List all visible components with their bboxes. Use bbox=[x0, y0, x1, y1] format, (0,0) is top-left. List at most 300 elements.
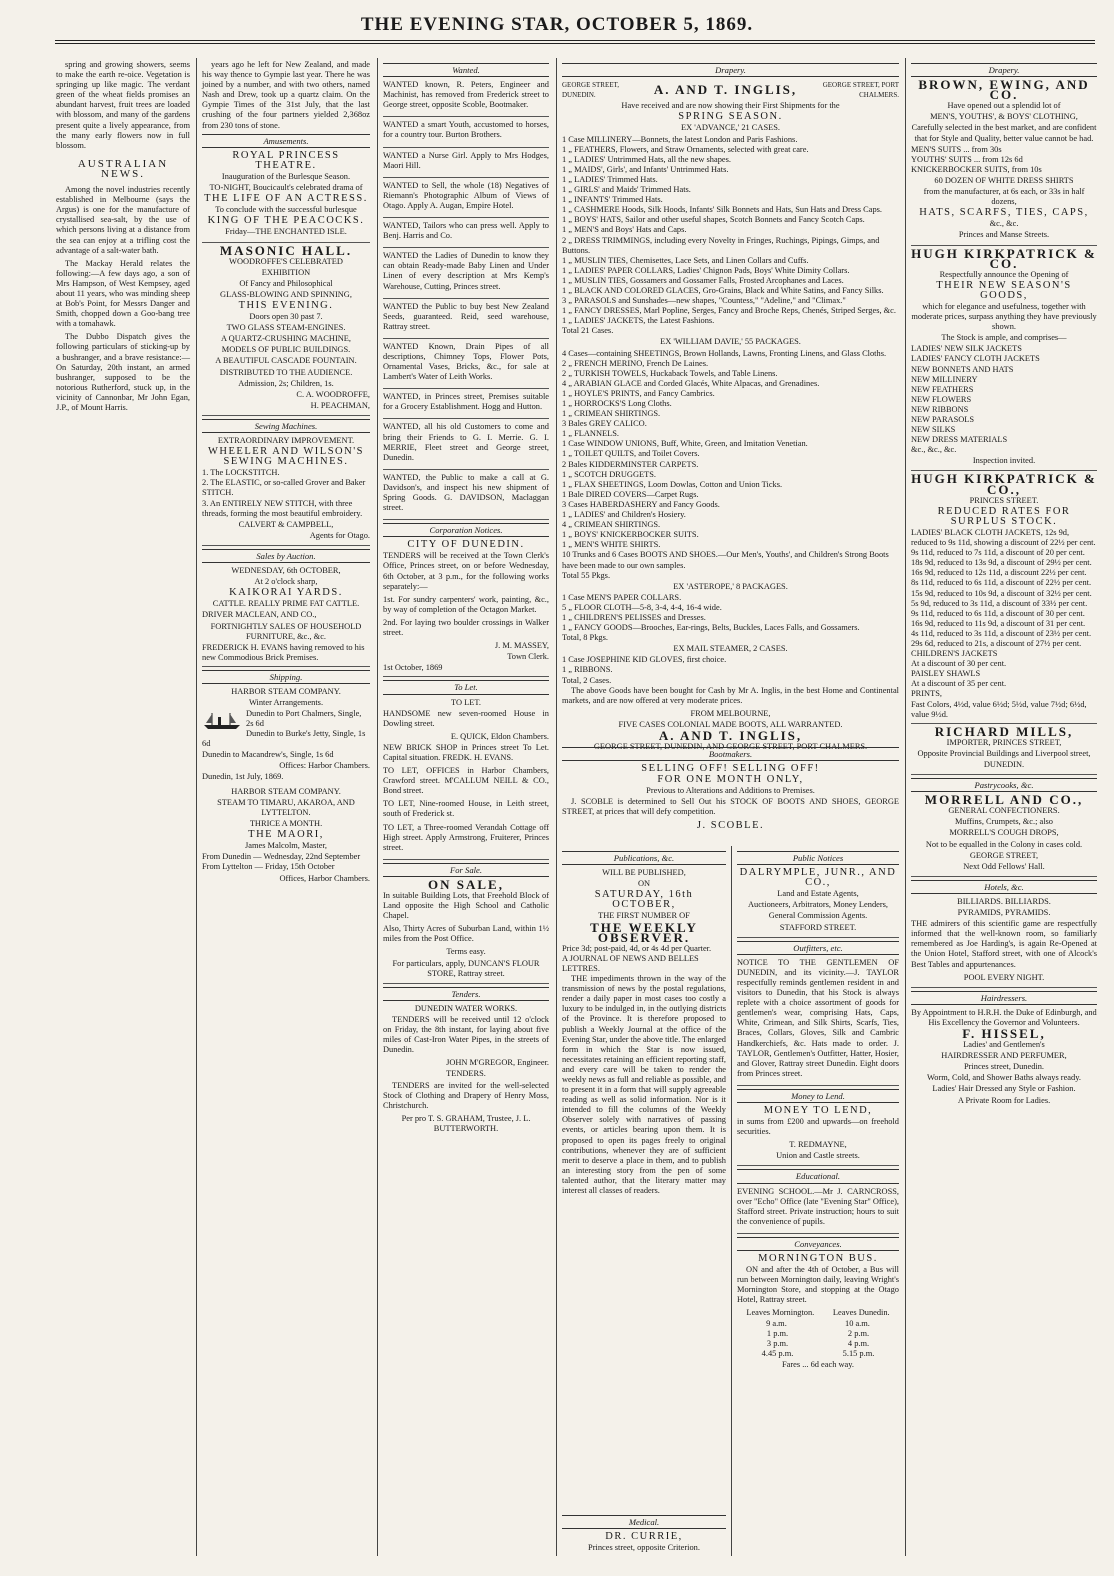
wanted-ad bbox=[383, 342, 549, 389]
shipment-heading: EX 'ASTEROPE,' 8 PACKAGES. bbox=[673, 581, 788, 591]
column-amusements bbox=[202, 60, 370, 1556]
column-publications bbox=[562, 848, 726, 1556]
ad-line: THRICE A MONTH. bbox=[249, 819, 323, 829]
price-item: Fast Colors, 4½d, value 6½d; 5½d, value 7½d; 6½d, value 9½d. bbox=[911, 699, 1087, 719]
stock-item: &c., &c., &c. bbox=[911, 445, 957, 455]
section-heading-publications: Publications, &c. bbox=[562, 851, 726, 865]
shipment-item: 5 „ FLOOR CLOTH—5-8, 3-4, 4-4, 16-4 wide. bbox=[562, 602, 722, 612]
shipment-item: 1 Case JOSEPHINE KID GLOVES, first choice. bbox=[562, 655, 727, 665]
ad-line: THE LIFE OF AN ACTRESS. bbox=[204, 193, 368, 205]
article-paragraph: Among the novel industries recently established in Melbourne (says the Argus) is one for the manufacture of crystallised sea-salt, by the use of which persons living at a distance from the sea can enjoy at a trifling cost the advantage of a salt-water bath. bbox=[56, 185, 190, 255]
ad-line: GLASS-BLOWING AND SPINNING, bbox=[220, 289, 352, 299]
shipment-item: 4 „ CRIMEAN SHIRTINGS. bbox=[562, 520, 661, 530]
ad-signature: CALVERT & CAMPBELL, bbox=[238, 519, 334, 529]
shipment-list bbox=[562, 135, 899, 337]
ad-title: BILLIARDS. BILLIARDS. bbox=[957, 896, 1051, 906]
ad-text: 2nd. For laying two boulder crossings in Walker street. bbox=[383, 617, 549, 638]
shipment-item: 2 „ FRENCH MERINO, French De Laines. bbox=[562, 358, 709, 368]
price-item: 29s 6d, reduced to 21s, a discount of 27½ per cent. bbox=[911, 638, 1082, 648]
ad-line: WOODROFFE'S CELEBRATED bbox=[229, 256, 343, 266]
shipment-item: Total, 2 Cases. bbox=[562, 675, 612, 685]
timetable-row bbox=[737, 1339, 899, 1349]
section-heading-public-notices: Public Notices bbox=[737, 851, 899, 865]
shipment-item: 1 „ LADIES' Untrimmed Hats, all the new shapes. bbox=[562, 154, 731, 164]
shipment-item: Total 21 Cases. bbox=[562, 326, 614, 336]
ad-title: F. HISSEL, bbox=[962, 1025, 1046, 1041]
stock-item: LADIES' FANCY CLOTH JACKETS bbox=[911, 354, 1040, 364]
section-heading-drapery: Drapery. bbox=[562, 63, 899, 77]
pub-line: ON bbox=[637, 879, 651, 889]
ad-line: Respectfully announce the Opening of bbox=[939, 269, 1069, 279]
section-heading-medical: Medical. bbox=[562, 1515, 726, 1529]
closing-text: The above Goods have been bought for Cash by Mr A. Inglis, in the best Home and Continental markets, and are now offered at very moderate prices. bbox=[562, 685, 899, 705]
time-dunedin: 4 p.m. bbox=[847, 1338, 870, 1348]
ad-signature: JOHN M'GREGOR, Engineer. bbox=[446, 1058, 549, 1068]
ad-harbor-steam bbox=[202, 687, 370, 884]
ad-line: Muffins, Crumpets, &c.; also bbox=[954, 817, 1053, 827]
ad-signature: H. PEACHMAN, bbox=[310, 400, 370, 410]
article-intro: spring and growing showers, seems to make the earth re-oice. Vegetation is springing up like magic. The verdant green of the wheat fields promises an abundant harvest, fruit trees are loaded with blossom, and many of the gardens present quite a lively appearance, from the many early flowers now in full blossom. bbox=[56, 60, 190, 150]
ad-hugh-kirkpatrick bbox=[911, 245, 1097, 472]
section-heading-hairdressers: Hairdressers. bbox=[911, 991, 1097, 1005]
shipment-item: 1 „ CASHMERE Hoods, Silk Hoods, Infants' Silk Bonnets and Hats, Sun Hats and Dress Caps. bbox=[562, 205, 882, 215]
ad-line: WEDNESDAY, 6th OCTOBER, bbox=[231, 566, 341, 576]
pub-body: THE impediments thrown in the way of the transmission of news by the postal regulations, render a daily paper in most cases too costly a luxury to be indulged in, in the outlying districts of the Province. It is therefore proposed to publish a Weekly Journal at the office of the Evening Star, under the above title. The enlarged form in which the Star is now issued, necessitates retaining an efficient reporting staff, and every care will be taken to render the weekly news as full and reliable as possible, and to present it in a form that will supply agreeable reading as well as solid information. Nor is it intended to fill the columns of the Weekly Observer solely with narratives of passing events, or articles bearing upon them. It is proposed to open its pages freely to original contributions, whenever they are of sufficient merit to deserve a place in them, and to publish an interesting story from the pen of some talented author, that the literary matter may interest all classes of readers. bbox=[562, 974, 726, 1195]
ad-line: Of Fancy and Philosophical bbox=[239, 278, 333, 288]
ad-text: WANTED a Nurse Girl. Apply to Mrs Hodges, Maori Hill. bbox=[383, 150, 549, 170]
column-drapery-inglis bbox=[562, 60, 899, 752]
ad-line: FREDERICK H. EVANS having removed to his new Commodious Brick Premises. bbox=[202, 642, 365, 662]
scoble-text: J. SCOBLE is determined to Sell Out his STOCK OF BOOTS AND SHOES, GEORGE STREET, at prices that will defy competition. bbox=[562, 797, 899, 817]
ad-text: TO LET, OFFICES in Harbor Chambers, Crawford street. M'CALLUM NEILL & CO., Bond street. bbox=[383, 766, 549, 796]
ad-line: Not to be equalled in the Colony in cases cold. bbox=[925, 839, 1083, 849]
ad-line: YOUTHS' SUITS ... from 12s 6d bbox=[911, 154, 1023, 164]
ad-title: HUGH KIRKPATRICK & CO., bbox=[911, 471, 1097, 497]
ad-billiards bbox=[911, 897, 1097, 988]
shipment-heading: EX 'WILLIAM DAVIE,' 55 PACKAGES. bbox=[660, 337, 801, 347]
ad-line: Admission, 2s; Children, 1s. bbox=[238, 378, 334, 388]
ad-text: WANTED, the Public to make a call at G. Davidson's, and inspect his new shipment of Spring Goods. G. DAVIDSON, Maclaggan street. bbox=[383, 472, 549, 513]
wanted-ad bbox=[383, 181, 549, 218]
shipment-item: 1 „ GIRLS' and Maids' Trimmed Hats. bbox=[562, 185, 691, 195]
shipment-item: 1 „ BLACK AND COLORED GLACES, Gro-Grains, Black and White Satins, and Fancy Silks. bbox=[562, 285, 884, 295]
ad-line: Inauguration of the Burlesque Season. bbox=[221, 171, 351, 181]
price-item: LADIES' BLACK CLOTH JACKETS, 12s 9d, reduced to 9s 11d, showing a discount of 22½ per cent. bbox=[911, 527, 1096, 548]
shipment-item: 1 „ FLAX SHEETINGS, Loom Dowlas, Cotton and Union Ticks. bbox=[562, 479, 783, 489]
shipment-item: 1 „ FANCY GOODS—Brooches, Ear-rings, Belts, Buckles, Laces Falls, and Gossamers. bbox=[562, 623, 860, 633]
shipment-item: Total 55 Pkgs. bbox=[562, 570, 611, 580]
wanted-ad bbox=[383, 120, 549, 147]
ad-line: Worm, Cold, and Shower Baths always ready. bbox=[927, 1073, 1081, 1083]
ad-redmayne bbox=[737, 1106, 899, 1166]
doctor-name: DR. CURRIE, bbox=[605, 1531, 683, 1543]
column-separator bbox=[196, 58, 197, 1556]
ad-line: PYRAMIDS, PYRAMIDS. bbox=[957, 908, 1051, 918]
ad-title: DUNEDIN WATER WORKS. bbox=[414, 1003, 518, 1013]
ad-line: Next Odd Fellows' Hall. bbox=[963, 861, 1045, 871]
price-item: 9s 11d, reduced to 6s 11d, a discount of 30 per cent. bbox=[911, 608, 1085, 618]
ad-line: FORTNIGHTLY SALES OF HOUSEHOLD FURNITURE, &c., &c. bbox=[210, 621, 362, 641]
shipment-item: 1 „ HORROCKS'S Long Cloths. bbox=[562, 399, 672, 408]
masthead-rule bbox=[55, 40, 1095, 41]
stock-item: NEW MILLINERY bbox=[911, 374, 978, 384]
timetable-row bbox=[737, 1329, 899, 1339]
masthead-rule-2 bbox=[55, 43, 1095, 44]
time-mornington: 1 p.m. bbox=[766, 1328, 789, 1338]
price-item: At a discount of 35 per cent. bbox=[911, 679, 1007, 689]
wanted-ad bbox=[383, 80, 549, 117]
ad-line: Friday—THE ENCHANTED ISLE. bbox=[225, 227, 347, 237]
ad-line: 1. The LOCKSTITCH. bbox=[202, 468, 280, 478]
ad-to-let bbox=[383, 698, 549, 860]
shipment-item: 1 „ MEN'S and Boys' Hats and Caps. bbox=[562, 225, 687, 235]
address-right: GEORGE STREET, PORT CHALMERS. bbox=[822, 81, 899, 100]
masthead: THE EVENING STAR, OCTOBER 5, 1869. bbox=[360, 14, 754, 35]
ad-signature: J. M. MASSEY, bbox=[494, 641, 549, 651]
wanted-ad bbox=[383, 221, 549, 248]
bootmakers-section bbox=[562, 744, 899, 844]
ad-line: MEN'S, YOUTHS', & BOYS' CLOTHING, bbox=[930, 112, 1078, 122]
inglis-address: GEORGE STREET, DUNEDIN, AND GEORGE STREET, PORT CHALMERS. bbox=[593, 742, 868, 752]
ad-city-of-dunedin bbox=[383, 540, 549, 677]
ad-line: MODELS OF PUBLIC BUILDINGS. bbox=[221, 345, 351, 355]
ad-line: TWO GLASS STEAM-ENGINES. bbox=[226, 323, 346, 333]
shipment-item: 1 „ LADIES' Trimmed Hats. bbox=[562, 174, 658, 184]
ad-title: HARBOR STEAM COMPANY. bbox=[231, 686, 341, 696]
shipment-item: 2 „ TURKISH TOWELS, Huckaback Towels, and Table Linens. bbox=[562, 368, 778, 378]
timetable-col-dunedin: Leaves Dunedin. bbox=[832, 1308, 890, 1318]
fares: Fares ... 6d each way. bbox=[781, 1359, 854, 1369]
shipment-heading: EX 'ADVANCE,' 21 CASES. bbox=[681, 123, 780, 133]
price-item: 18s 9d, reduced to 13s 9d, a discount of 29½ per cent. bbox=[911, 558, 1092, 568]
column-news bbox=[56, 60, 190, 1556]
section-heading-bootmakers: Bootmakers. bbox=[562, 747, 899, 761]
stock-list bbox=[911, 344, 1097, 455]
pub-line: Price 3d; post-paid, 4d, or 4s 4d per Quarter. bbox=[562, 943, 712, 953]
ad-line: 3. An ENTIRELY NEW STITCH, with three threads, forming the most beautiful embroidery. bbox=[202, 498, 363, 518]
ad-text: WANTED the Public to buy best New Zealand Seeds, guaranteed. Reid, seed warehouse, Rattray street. bbox=[383, 301, 549, 331]
section-heading-drapery: Drapery. bbox=[911, 63, 1097, 77]
ad-for-sale bbox=[383, 876, 549, 984]
ad-line: Dunedin to Port Chalmers, Single, 2s 6d bbox=[246, 709, 362, 729]
ad-line: The Stock is ample, and comprises— bbox=[941, 333, 1067, 343]
ad-title: ROYAL PRINCESS THEATRE. bbox=[232, 149, 340, 171]
ad-line: For particulars, apply, DUNCAN'S FLOUR STORE, Rattray street. bbox=[392, 958, 540, 978]
stock-item: NEW FEATHERS bbox=[911, 384, 974, 394]
scoble-signature: J. SCOBLE. bbox=[696, 819, 765, 831]
column-separator bbox=[731, 846, 732, 1556]
time-mornington: 4.45 p.m. bbox=[761, 1348, 794, 1358]
column-separator bbox=[905, 58, 906, 1556]
price-item: 4s 11d, reduced to 3s 11d, a discount of 23½ per cent. bbox=[911, 628, 1092, 638]
ad-line: Doors open 30 past 7. bbox=[249, 312, 323, 322]
ad-line: GENERAL CONFECTIONERS. bbox=[948, 806, 1060, 816]
shipment-item: 10 Trunks and 6 Cases BOOTS AND SHOES.—Our Men's, Youths', and Children's Strong Boots have been made to our own samples. bbox=[562, 550, 889, 570]
ad-sewing-machines bbox=[202, 436, 370, 546]
ad-title: ON SALE, bbox=[428, 876, 504, 892]
ad-text: Also, Thirty Acres of Suburban Land, within 1½ miles from the Post Office. bbox=[383, 924, 549, 944]
ad-line: A QUARTZ-CRUSHING MACHINE, bbox=[220, 334, 351, 344]
shipment-item: 1 „ BOYS' KNICKERBOCKER SUITS. bbox=[562, 530, 699, 540]
shipment-item: 1 Case MEN'S PAPER COLLARS. bbox=[562, 592, 682, 602]
ad-text: ON and after the 4th of October, a Bus will run between Mornington daily, leaving Wright's Mornington Store, and stopping at the Otago Hotel, Rattray street. bbox=[737, 1265, 899, 1305]
section-heading-corporation-notices: Corporation Notices. bbox=[383, 523, 549, 537]
ad-line: KAIKORAI YARDS. bbox=[229, 587, 343, 599]
ad-title: RICHARD MILLS, bbox=[934, 723, 1074, 739]
ad-line: Agents for Otago. bbox=[309, 530, 370, 540]
stock-item: LADIES' NEW SILK JACKETS bbox=[911, 344, 1022, 354]
ad-morrell bbox=[911, 792, 1097, 877]
shipment-item: 3 Bales GREY CALICO. bbox=[562, 419, 647, 429]
steamship-icon bbox=[202, 711, 242, 731]
shipment-item: 1 „ FANCY DRESSES, Marl Popline, Serges, Fancy and Broche Reps, Chenés, Striped Serges, &c. bbox=[562, 306, 896, 316]
ad-title: DALRYMPLE, JUNR., AND CO., bbox=[739, 867, 897, 889]
ad-text: WANTED known, R. Peters, Engineer and Machinist, has removed from Frederick street to George street, opposite Scoble, Bootmaker. bbox=[383, 80, 549, 110]
ad-line: Land and Estate Agents, bbox=[777, 889, 859, 899]
shipment-item: 1 „ TOILET QUILTS, and Toilet Covers. bbox=[562, 449, 700, 459]
shipment-item: 1 „ LADIES' PAPER COLLARS, Ladies' Chignon Pads, Boys' White Dimity Collars. bbox=[562, 265, 850, 275]
price-item: 9s 11d, reduced to 7s 11d, a discount of 20 per cent. bbox=[911, 548, 1085, 558]
ad-line: PRINCES STREET. bbox=[969, 495, 1039, 505]
ad-text: NEW BRICK SHOP in Princes street To Let. Capital situation. FREDK. H. EVANS. bbox=[383, 742, 549, 762]
ad-signature: T. REDMAYNE, bbox=[789, 1140, 847, 1150]
ad-line: &c., &c. bbox=[989, 219, 1019, 229]
ad-text: WANTED Known, Drain Pipes of all descriptions, Chimney Tops, Flower Pots, Ornamental Vases, Bricks, &c., for sale at Lambert's Water of Leith Works. bbox=[383, 341, 549, 382]
previous-alterations: Previous to Alterations and Additions to Premises. bbox=[646, 786, 815, 796]
shipment-item: 4 „ ARABIAN GLACE and Corded Glacés, White Alpacas, and Grenadines. bbox=[562, 378, 820, 388]
wanted-ad bbox=[383, 151, 549, 178]
shipment-item: 1 „ BOYS' HATS, Sailor and other useful shapes, Scotch Bonnets and Fancy Scotch Caps. bbox=[562, 215, 865, 225]
price-item: 5s 9d, reduced to 3s 11d, a discount of 33½ per cent. bbox=[911, 598, 1088, 608]
stock-item: NEW SILKS bbox=[911, 425, 956, 435]
inglis-signature: A. AND T. INGLIS, bbox=[658, 728, 803, 743]
price-item: 16s 9d, reduced to 11s 9d, a discount of 31 per cent. bbox=[911, 618, 1086, 628]
shipment-heading: EX MAIL STEAMER, 2 CASES. bbox=[673, 644, 788, 654]
ad-line: MEN'S SUITS ... from 30s bbox=[911, 144, 1002, 154]
ad-line: KING OF THE PEACOCKS. bbox=[207, 215, 365, 227]
ad-line: DRIVER MACLEAN, AND CO., bbox=[202, 610, 317, 620]
price-item: 15s 9d, reduced to 10s 9d, a discount of 32½ per cent. bbox=[911, 588, 1092, 598]
ad-line: Inspection invited. bbox=[972, 456, 1036, 466]
time-dunedin: 5.15 p.m. bbox=[842, 1348, 875, 1358]
shipment-item: 2 „ DRESS TRIMMINGS, including every Novelty in Fringes, Ruchings, Pipings, Gimps, and Buttons. bbox=[562, 235, 880, 255]
ad-line: 2. The ELASTIC, or so-called Grover and Baker STITCH. bbox=[202, 478, 366, 498]
ad-text: WANTED a smart Youth, accustomed to horses, for a country tour. Burton Brothers. bbox=[383, 120, 549, 140]
ad-title: CITY OF DUNEDIN. bbox=[407, 539, 525, 551]
section-heading-sales-by-auction: Sales by Auction. bbox=[202, 549, 370, 563]
stock-item: NEW BONNETS AND HATS bbox=[911, 364, 1014, 374]
shipment-item: 1 „ RIBBONS. bbox=[562, 665, 613, 675]
ad-line: A Private Room for Ladies. bbox=[957, 1095, 1051, 1105]
ad-line: Union and Castle streets. bbox=[776, 1151, 860, 1161]
ad-line: MORRELL'S COUGH DROPS, bbox=[949, 828, 1059, 838]
ad-text: THE admirers of this scientific game are respectfully informed that the well-known room, so familiarly remembered as Joe Harding's, is again Re-Opened at the Union Hotel, Stafford street, with one of Alcock's Best Tables and appurtenances. bbox=[911, 919, 1097, 969]
ad-dalrymple bbox=[737, 868, 899, 938]
ad-line: Dunedin, 1st July, 1869. bbox=[202, 771, 284, 781]
price-item: 16s 9d, reduced to 12s 11d, a discount 22½ per cent. bbox=[911, 568, 1087, 578]
section-heading-australian-news: AUSTRALIAN NEWS. bbox=[77, 157, 169, 180]
shipment-item: 1 Case MILLINERY—Bonnets, the latest London and Paris Fashions. bbox=[562, 134, 798, 144]
shipment-item: 1 Case WINDOW UNIONS, Buff, White, Green, and Imitation Venetian. bbox=[562, 439, 808, 449]
ad-line: Winter Arrangements. bbox=[248, 698, 324, 708]
price-item: PRINTS, bbox=[911, 689, 942, 699]
time-mornington: 3 p.m. bbox=[766, 1338, 789, 1348]
ad-line: James Malcolm, Master, bbox=[245, 841, 327, 851]
shipment-item: 3 Cases HABERDASHERY and Fancy Goods. bbox=[562, 499, 720, 509]
selling-off: SELLING OFF! SELLING OFF! bbox=[641, 763, 820, 775]
ad-line: STEAM TO TIMARU, AKAROA, AND LYTTELTON. bbox=[217, 797, 355, 817]
shipment-item: 1 „ MAIDS', Girls', and Infants' Untrimmed Hats. bbox=[562, 164, 729, 174]
wanted-ad bbox=[383, 392, 549, 419]
ad-line: Dunedin to Macandrew's, Single, 1s 6d bbox=[202, 749, 334, 759]
article-continuation: years ago he left for New Zealand, and made his way thence to Gympie last year. There he was joined by a number, and with two others, named Nash and Drew, took up a quartz claim. On the Gympie Times of the 31st July, that the last crushing of the four partners yielded 2,368oz from 230 tons of stone. bbox=[202, 60, 370, 130]
ad-brown-ewing bbox=[911, 77, 1097, 245]
shipment-item: 1 Bale DIRED COVERS—Carpet Rugs. bbox=[562, 489, 699, 499]
ad-text: in sums from £200 and upwards—on freehold securities. bbox=[737, 1117, 899, 1137]
ad-line: 1st October, 1869 bbox=[383, 663, 443, 673]
pub-line: THE FIRST NUMBER OF bbox=[598, 911, 690, 921]
ad-line: GEORGE STREET, bbox=[969, 850, 1039, 860]
ad-text: WANTED to Sell, the whole (18) Negatives of Riemann's Photographic Album of Views of Otago. Apply A. Augan, Empire Hotel. bbox=[383, 180, 549, 210]
timetable bbox=[737, 1319, 899, 1359]
ad-mornington-bus bbox=[737, 1254, 899, 1370]
price-item: 8s 11d, reduced to 6s 11d, a discount of 22½ per cent. bbox=[911, 578, 1092, 588]
section-heading-hotels: Hotels, &c. bbox=[911, 880, 1097, 894]
stock-item: NEW DRESS MATERIALS bbox=[911, 435, 1008, 445]
section-heading-money-to-lend: Money to Lend. bbox=[737, 1089, 899, 1103]
ad-line: A BEAUTIFUL CASCADE FOUNTAIN. bbox=[215, 356, 357, 366]
shipment-item: 1 „ LADIES' and Children's Hosiery. bbox=[562, 510, 686, 520]
shipment-item: 1 „ FLANNELS. bbox=[562, 429, 619, 439]
ad-text: EVENING SCHOOL.—Mr J. CARNCROSS, over "Echo" Office (late "Evening Star" Office), Stafford street. Private instruction; hours to suit the convenience of pupils. bbox=[737, 1186, 899, 1226]
ad-line: General Commission Agents. bbox=[768, 911, 868, 921]
from-melbourne: FROM MELBOURNE, bbox=[690, 708, 771, 718]
shipment-list bbox=[562, 655, 899, 685]
column-clothing bbox=[911, 60, 1097, 1556]
shipment-list bbox=[562, 593, 899, 643]
section-heading-tenders: Tenders. bbox=[383, 987, 549, 1001]
ad-signature: E. QUICK, Eldon Chambers. bbox=[450, 731, 549, 741]
shipment-item: 1 „ MUSLIN TIES, Chemisettes, Lace Sets, and Linen Collars and Cuffs. bbox=[562, 255, 809, 265]
inglis-name: A. AND T. INGLIS, bbox=[653, 82, 798, 98]
ad-text: TENDERS will be received until 12 o'clock on Friday, the 8th instant, for laying about five miles of Cast-Iron Water Pipes, in the streets of Dunedin. bbox=[383, 1014, 549, 1055]
ad-line: from the manufacturer, at 6s each, or 33s in half dozens, bbox=[923, 187, 1085, 207]
ad-line: At 2 o'clock sharp, bbox=[254, 577, 318, 587]
section-heading-for-sale: For Sale. bbox=[383, 863, 549, 877]
ad-auctions bbox=[202, 566, 370, 667]
ad-tenders bbox=[383, 1004, 549, 1134]
column-wanted bbox=[383, 60, 549, 1556]
wanted-ad bbox=[383, 422, 549, 469]
shipment-item: 4 Cases—containing SHEETINGS, Brown Hollands, Lawns, Fronting Linens, and Glass Cloths. bbox=[562, 348, 887, 358]
section-heading-amusements: Amusements. bbox=[202, 134, 370, 148]
ad-line: Ladies' and Gentlemen's bbox=[963, 1040, 1045, 1050]
column-public-notices bbox=[737, 848, 899, 1556]
ad-line: KNICKERBOCKER SUITS, from 10s bbox=[911, 164, 1042, 174]
ad-line: To conclude with the successful burlesque bbox=[215, 205, 357, 215]
price-item: CHILDREN'S JACKETS bbox=[911, 649, 998, 659]
ad-text: TO LET, a Three-roomed Verandah Cottage off High street. Apply Armstrong, Fruiterer, Princes street. bbox=[383, 822, 549, 852]
ad-text: In suitable Building Lots, that Freehold Block of Land opposite the High School and Catholic Chapel. bbox=[383, 891, 549, 921]
ad-line: THIS EVENING. bbox=[238, 299, 334, 311]
wanted-ad bbox=[383, 251, 549, 298]
section-heading-pastrycooks: Pastrycooks, &c. bbox=[911, 778, 1097, 792]
shipment-item: 1 „ INFANTS' Trimmed Hats. bbox=[562, 195, 663, 205]
ad-text: WANTED, in Princes street, Premises suitable for a Grocery Establishment. Hogg and Hutton. bbox=[383, 392, 549, 412]
ad-title: HUGH KIRKPATRICK & CO. bbox=[911, 245, 1097, 271]
ad-line: Offices, Harbor Chambers. bbox=[279, 873, 370, 883]
ad-line: By Appointment to H.R.H. the Duke of Edinburgh, and His Excellency the Governor and Volunteers. bbox=[911, 1007, 1097, 1027]
shipment-item: 1 „ MUSLIN TIES, Gossamers and Gossamer Falls, Frosted Arcophanes and Laces. bbox=[562, 275, 844, 285]
section-heading-wanted: Wanted. bbox=[383, 63, 549, 77]
stock-item: NEW RIBBONS bbox=[911, 404, 969, 414]
medical-section bbox=[562, 1512, 726, 1556]
ad-title: MONEY TO LEND, bbox=[763, 1104, 873, 1116]
price-item: PAISLEY SHAWLS bbox=[911, 669, 981, 679]
ad-title: MORNINGTON BUS. bbox=[758, 1253, 878, 1264]
timetable-row bbox=[737, 1319, 899, 1329]
ad-line: HAIRDRESSER AND PERFUMER, bbox=[941, 1051, 1067, 1061]
ad-signature: Per pro T. S. GRAHAM, Trustee, J. L. BUTTERWORTH. bbox=[401, 1113, 531, 1133]
ad-line: REDUCED RATES FOR SURPLUS STOCK. bbox=[937, 505, 1071, 527]
ad-title: WHEELER AND WILSON'S SEWING MACHINES. bbox=[208, 446, 364, 468]
timetable-col-mornington: Leaves Mornington. bbox=[746, 1308, 815, 1318]
weekly-observer-title: THE WEEKLY OBSERVER. bbox=[590, 919, 698, 945]
shipment-item: 2 Bales KIDDERMINSTER CARPETS. bbox=[562, 459, 699, 469]
ad-line: Offices: Harbor Chambers. bbox=[279, 760, 370, 770]
price-item: At a discount of 30 per cent. bbox=[911, 659, 1007, 669]
section-heading-sewing-machines: Sewing Machines. bbox=[202, 419, 370, 433]
shipment-item: 1 „ SCOTCH DRUGGETS. bbox=[562, 469, 656, 479]
ad-line: HATS, SCARFS, TIES, CAPS, bbox=[919, 207, 1089, 219]
shipment-list bbox=[562, 349, 899, 581]
section-heading-educational: Educational. bbox=[737, 1169, 899, 1183]
ad-evening-school bbox=[737, 1187, 899, 1234]
column-separator bbox=[377, 58, 378, 1556]
pub-line: A JOURNAL OF NEWS AND BELLES LETTRES. bbox=[562, 953, 699, 973]
time-mornington: 9 a.m. bbox=[766, 1318, 787, 1328]
ad-line: THE MAORI, bbox=[248, 829, 324, 841]
ad-line: Carefully selected in the best market, and are confident that for Style and Quality, better value cannot be had. bbox=[911, 123, 1097, 143]
ad-line: Dunedin to Burke's Jetty, Single, 1s 6d bbox=[202, 729, 366, 749]
ad-line: DISTRIBUTED TO THE AUDIENCE. bbox=[219, 367, 353, 377]
ad-hissel bbox=[911, 1008, 1097, 1106]
section-heading-to-let: To Let. bbox=[383, 680, 549, 694]
ad-line: CATTLE. REALLY PRIME FAT CATTLE. bbox=[212, 599, 360, 609]
stock-item: NEW PARASOLS bbox=[911, 415, 975, 424]
ad-line: 60 DOZEN OF WHITE DRESS SHIRTS bbox=[934, 175, 1074, 185]
season-heading: SPRING SEASON. bbox=[678, 111, 783, 123]
ad-line: From Dunedin — Wednesday, 22nd September bbox=[202, 852, 361, 862]
ad-line: Princes street, Dunedin. bbox=[963, 1062, 1044, 1072]
ad-line: Town Clerk. bbox=[507, 652, 549, 662]
ad-masonic-hall bbox=[202, 242, 370, 416]
shipment-item: Total, 8 Pkgs. bbox=[562, 633, 608, 643]
column-separator bbox=[556, 58, 557, 1556]
ad-title: BROWN, EWING, AND CO. bbox=[918, 77, 1090, 103]
shipment-item: 1 „ LADIES' JACKETS, the Latest Fashions. bbox=[562, 316, 715, 326]
ad-line: Auctioneers, Arbitrators, Money Lenders, bbox=[747, 900, 888, 910]
ad-line: IMPORTER, PRINCES STREET, bbox=[946, 737, 1062, 747]
pub-line: WILL BE PUBLISHED, bbox=[602, 868, 686, 878]
ad-line: Terms easy. bbox=[446, 947, 486, 957]
section-heading-conveyances: Conveyances. bbox=[737, 1237, 899, 1251]
ad-line: From Lyttelton — Friday, 15th October bbox=[202, 862, 335, 872]
ad-text: 1st. For sundry carpenters' work, painting, &c., by way of completion of the Octagon Market. bbox=[383, 594, 549, 614]
ad-line: STAFFORD STREET. bbox=[779, 922, 857, 932]
time-dunedin: 10 a.m. bbox=[845, 1318, 870, 1328]
stock-item: NEW FLOWERS bbox=[911, 394, 972, 404]
